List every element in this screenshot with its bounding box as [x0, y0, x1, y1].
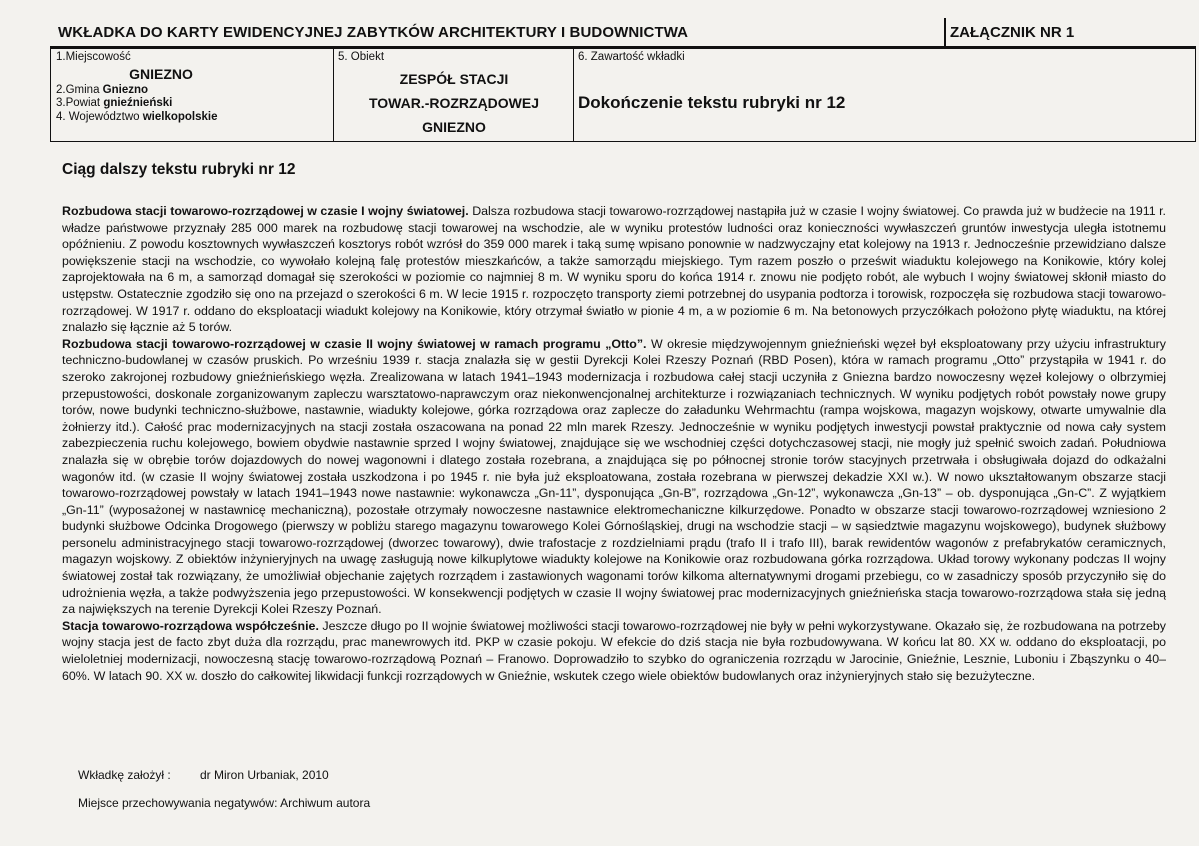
label-locality: 1.Miejscowość: [56, 51, 131, 63]
section-title: Ciąg dalszy tekstu rubryki nr 12: [62, 161, 296, 178]
paragraph-text: W okresie międzywojennym gnieźnieński węzeł był eksploatowany przy użyciu infrastruktury techniczno-budowlanej w czasów pruskich. Po wrześniu 1939 r. stacja znalazła się w gestii Dyrekcji Kolei Rzeszy Poznań (RBD Posen), która w ramach programu „Otto” przystąpiła w 1941 r. do szeroko zakrojonej rozbudowy gnieźnieńskiego węzła. Zrealizowana w latach 1941–1943 modernizacja i rozbudowa całej stacji uczyniła z Gniezna bardzo nowoczesny węzeł kolejowy o olbrzymiej przepustowości, doskonale zorganizowanym zapleczu warsztatowo-naprawczym oraz niekonwencjonalnej architekturze i rozwiązaniach technicznych. W wyniku podjętych robót powstały nowe grupy torów, nowe budynki techniczno-służbowe, nastawnie, wiadukty kolejowe, górka rozrządowa oraz zaplecze do załadunku Wehrmachtu (rampa wojskowa, magazyn wojskowy, otwarte umywalnie dla żołnierzy itd.). Całość prac modernizacyjnych na stacji została oszacowana na ponad 22 mln marek Rzeszy. Jednocześnie w wyniku podjętych inwestycji powstał praktycznie od nowa cały system zabezpieczenia ruchu kolejowego, bowiem obydwie nastawnie sprzed I wojny światowej, znajdujące się we wschodniej części dotychczasowej stacji, nie mogły już spełnić swoich zadań. Południowa znalazła się w obrębie torów dojazdowych do nowej wagonowni i dlatego została rozebrana, a znajdująca się po północnej stronie torów stacyjnych przetrwała i obsługiwała dojazd do odkażalni wagonów itd. (w czasie II wojny światowej została uszkodzona i po 1945 r. nie była już eksploatowana, została rozebrana w pierwszej dekadzie XXI w.). W nowo ukształtowanym obszarze stacji towarowo-rozrządowej powstały w latach 1941–1943 nowe nastawnie: wykonawcza „Gn-11”, dysponująca „Gn-B”, rozrządowa „Gn-12”, wykonawcza „Gn-13” – ob. dysponująca „Gn-C”. Z wyjątkiem „Gn-11” (wyposażonej w nastawnicę mechaniczną), pozostałe otrzymały nowoczesne nastawnice elektromechaniczne kilkurzędowe. Ponadto w obszarze stacji towarowo-rozrządowej wzniesiono 2 budynki służbowe Odcinka Drogowego (pierwszy w pobliżu starego magazynu towarowego Kolei Górnośląskiej, drugi na wschodzie stacji – w sąsiedztwie magazynu wojskowego), budynek służbowy personelu administracyjnego stacji towarowo-rozrządowej (dworzec towarowy), dwie trafostacje z rozdzielniami prądu (trafo II i trafo III), barak rewidentów wagonów z prefabrykatów ceramicznych, magazyn wojskowy. Z obiektów inżynieryjnych na uwagę zasługują nowe kilkuplytowe wiadukty kolejowe na Konikowie oraz rozbudowana górka rozrządowa. Układ torowy wykonany podczas II wojny światowej został tak rozwiązany, że umożliwiał objechanie zajętych rozrządem i zastawionych wagonami torów kilkoma alternatywnymi drogami przebiegu, co w zasadniczy sposób przyczyniło się do udrożnienia węzła, a także podwyższenia jego przepustowości. W konsekwencji podjętych w czasie II wojny światowej prac modernizacyjnych gnieźnieńska stacja towarowo-rozrządowa stała się jedną za największych na terenie Dyrekcji Kolei Rzeszy Poznań.: [62, 336, 1166, 617]
paragraph-heading: Rozbudowa stacji towarowo-rozrządowej w czasie II wojny światowej w ramach programu „Otto”.: [62, 336, 647, 351]
prepared-by-line: [78, 768, 329, 782]
object-line-2: TOWAR.-ROZRZĄDOWEJ: [368, 95, 540, 111]
paragraph-heading: Stacja towarowo-rozrządowa współcześnie.: [62, 618, 319, 633]
header-divider: [944, 18, 946, 46]
annex-label: ZAŁĄCZNIK NR 1: [950, 24, 1075, 41]
paragraph-text: Jeszcze długo po II wojnie światowej możliwości stacji towarowo-rozrządowej nie były w pełni wykorzystywane. Okazało się, że rozbudowana na potrzeby wojny stacja jest de facto zbyt duża dla rozrządu, prac manewrowych itd. PKP w czasie pokoju. W efekcie do dziś stacja nie była rozbudowywana. W końcu lat 80. XX w. oddano do eksploatacji, po wieloletniej modernizacji, nowoczesną stację towarowo-rozrządową Poznań – Franowo. Doprowadziło to szybko do ograniczenia rozrządu w Jarocinie, Gnieźnie, Lesznie, Luboniu i Zbąszynku o 40–60%. W latach 90. XX w. doszło do całkowitej likwidacji funkcji rozrządowych w Gnieźnie, wskutek czego wiele obiektów budowlanych oraz inżynieryjnych stało się bezużyteczne.: [62, 618, 1166, 683]
box-contents: [574, 48, 1196, 142]
storage-line: Miejsce przechowywania negatywów: Archiwum autora: [78, 796, 371, 810]
commune-line: [56, 84, 148, 97]
label-district: 3.Powiat: [56, 97, 104, 109]
prepared-by-label: Wkładkę założył :: [78, 768, 171, 782]
voivodeship-value: wielkopolskie: [142, 111, 218, 123]
paragraph-heading: Rozbudowa stacji towarowo-rozrządowej w czasie I wojny światowej.: [62, 204, 469, 218]
paragraph-ww1: [62, 203, 1166, 336]
document-title: WKŁADKA DO KARTY EWIDENCYJNEJ ZABYTKÓW ARCHITEKTURY I BUDOWNICTWA: [58, 24, 689, 41]
box-object: [334, 48, 574, 142]
district-value: gnieźnieński: [103, 97, 173, 109]
label-voivodeship: 4. Województwo: [56, 111, 143, 123]
object-name: [334, 67, 574, 139]
paragraph-contemporary: [62, 618, 1166, 684]
district-line: [56, 97, 172, 110]
object-line-3: GNIEZNO: [422, 119, 486, 135]
locality-value: GNIEZNO: [129, 66, 193, 82]
box-locality: [50, 48, 334, 142]
label-contents: 6. Zawartość wkładki: [578, 51, 685, 63]
label-object: 5. Obiekt: [338, 51, 385, 63]
paragraph-ww2: [62, 336, 1166, 618]
voivodeship-line: [56, 111, 218, 124]
contents-value: Dokończenie tekstu rubryki nr 12: [578, 93, 846, 112]
body-text: [62, 203, 1166, 684]
commune-value: Gniezno: [102, 84, 149, 96]
paragraph-text: Dalsza rozbudowa stacji towarowo-rozrządowej nastąpiła już w czasie I wojny światowej. Co prawda już w budżecie na 1911 r. władze państwowe przyznały 285 000 marek na rozbudowę stacji towarowej na wschodzie, ale w wyniku protestów ludności oraz konieczności wywłaszczeń gruntów inwestycja uległa istotnemu opóźnieniu. Z powodu kosztownych wywłaszczeń kosztorys robót wzrósł do 359 000 marek i taką sumę wpisano ponownie w nadzwyczajny etat kolejowy na 1913 r. Jednocześnie przewidziano dalsze powiększenie stacji na wschodzie, co wywołało kolejną falę protestów mieszkańców, a także samorządu miejskiego. Tym razem poszło o prześwit wiaduktu kolejowego na Konikowie, który kolej zaprojektowała na 6 m, a samorząd domagał się szerokości w poziomie co najmniej 8 m. W wyniku sporu do końca 1914 r. znowu nie podjęto robót, ale wybuch I wojny światowej skłonił miasto do ustępstw. Ostatecznie zgodziło się ono na przejazd o szerokości 6 m. W lecie 1915 r. rozpoczęto transporty ziemi potrzebnej do usypania podtorza i torowisk, rozpoczęła się rozbudowa stacji towarowo-rozrządowej. W 1917 r. oddano do eksploatacji wiadukt kolejowy na Konikowie, który otrzymał światło w pionie 4 m, a w poziomie 6 m. Na betonowych przyczółkach położono płytę wiaduktu, na której znalazło się łącznie aż 5 torów.: [62, 204, 1166, 335]
object-line-1: ZESPÓŁ STACJI: [399, 71, 509, 87]
label-commune: 2.Gmina: [56, 84, 103, 96]
prepared-by-value: dr Miron Urbaniak, 2010: [200, 768, 329, 782]
